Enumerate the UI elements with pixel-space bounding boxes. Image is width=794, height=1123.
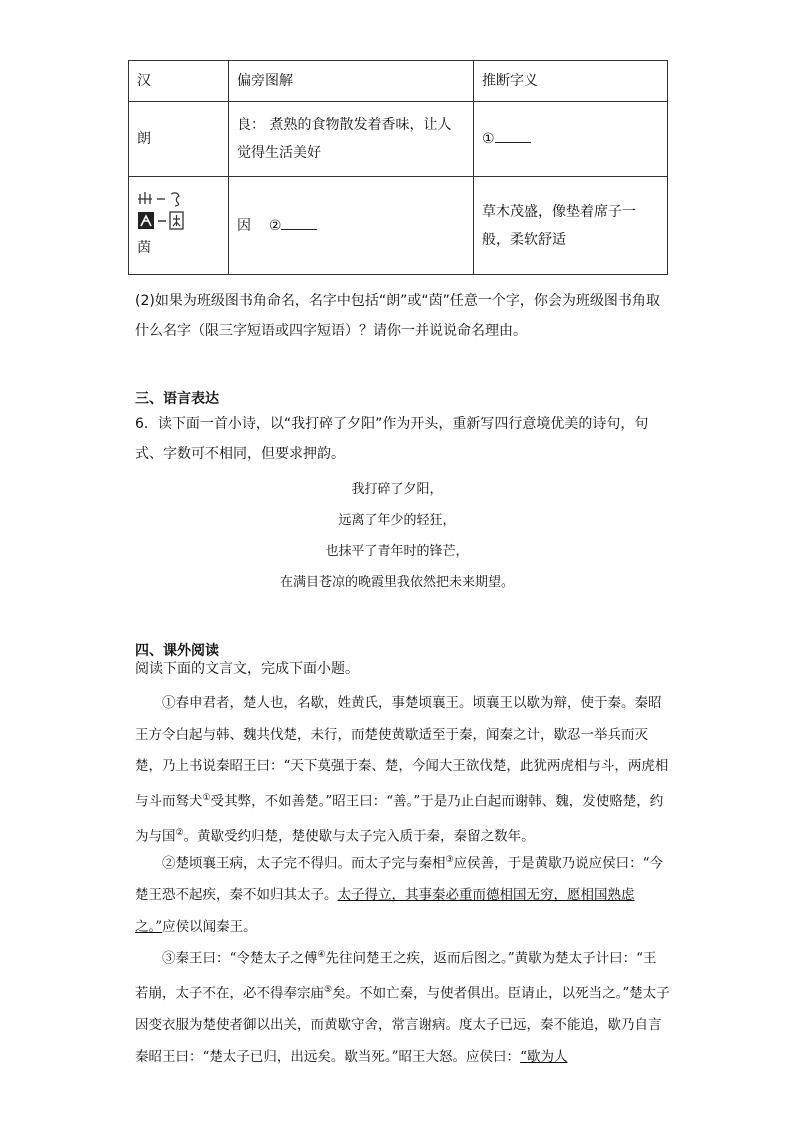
ancient-glyph-grass-icon [137, 190, 220, 208]
footnote-1: ① [202, 792, 211, 803]
explain-prefix: 因 [237, 217, 251, 234]
footnote-3: ③ [445, 855, 454, 865]
p3-text-b: 先往问楚王之疾，返而后图之。”黄歇为楚太子计曰：“王若崩，太子不在，必不得奉宗庙 [135, 950, 657, 1002]
cell-meaning-lang [474, 102, 668, 177]
ancient-glyph-yin-icon [137, 210, 220, 232]
footnote-5: ⑤ [324, 985, 333, 995]
footnote-2: ② [175, 827, 184, 838]
p3-text-a: ③秦王曰：“令楚太子之傅 [162, 950, 318, 967]
section-3-title: 三、语言表达 [135, 391, 219, 407]
p3-text-c: 矣。不如亡秦，与使者俱出。臣请止，以死当之。”楚太子因变衣服为楚使者御以出关，而黄歇守舍，常言谢病。度太子已远，秦不能追，歇乃自言秦昭王曰：“楚太子已归，出远矣。歇当死。”昭王大怒。应侯曰： [135, 985, 670, 1065]
cell-char-yin [129, 177, 229, 275]
p1-text-b: 受其弊，不如善楚。”昭王曰：“善。”于是乃止白起而谢韩、魏，发使赂楚，约为与国 [135, 793, 664, 844]
question-2: (2)如果为班级图书角命名，名字中包括“朗”或“茵”任意一个字，你会为班级图书角取什么名字（限三字短语或四字短语）？请你一并说说命名理由。 [135, 293, 660, 339]
p1-text-c: 。黄歇受约归楚，楚使歇与太子完入质于秦，秦留之数年。 [183, 828, 535, 844]
cell-char-lang: 朗 [129, 102, 229, 177]
poem-line-1: 我打碎了夕阳， [351, 482, 443, 497]
section-4-title: 四、课外阅读 [135, 643, 219, 659]
cell-explain-yin [229, 177, 474, 275]
answer-blank-1[interactable] [495, 128, 531, 143]
classical-paragraph-1 [135, 688, 670, 853]
blank-marker: ① [482, 131, 495, 147]
character-analysis-table [128, 60, 668, 275]
table-row [129, 102, 668, 177]
p1-text-a: ①春申君者，楚人也，名歇，姓黄氏，事楚顷襄王。顷襄王以歇为辩，使于秦。秦昭王方令白起与韩、魏共伐楚，未行，而楚使黄歇适至于秦，闻秦之计，歇忍一举兵而灭楚，乃上书说秦昭王曰：“天下莫强于秦、楚，今闻大王欲伐楚，此犹两虎相与斗，两虎相与斗而驽犬 [135, 695, 669, 809]
p2-underlined: 太子得立，其事秦必重而德相国无穷，愿相国熟虑之。” [135, 887, 635, 935]
table-header-row [129, 61, 668, 102]
cell-meaning-yin: 草木茂盛，像垫着席子一般，柔软舒适 [474, 177, 668, 275]
poem-line-3: 也抹平了青年时的锋芒， [325, 544, 469, 559]
poem-line-4: 在满目苍凉的晚霞里我依然把未来期望。 [279, 575, 514, 590]
footnote-4: ④ [317, 950, 326, 960]
header-meaning: 推断字义 [474, 61, 668, 102]
classical-paragraph-3 [135, 940, 670, 1073]
classical-paragraph-2 [135, 845, 670, 943]
header-radical: 偏旁图解 [229, 61, 474, 102]
reading-intro: 阅读下面的文言文，完成下面小题。 [135, 661, 359, 677]
header-char: 汉 [129, 61, 229, 102]
question-6: 6．读下面一首小诗，以“我打碎了夕阳”作为开头，重新写四行意境优美的诗句，句式、字数可不相同，但要求押韵。 [135, 416, 649, 462]
answer-blank-2[interactable] [281, 215, 317, 230]
p2-text-c: 应侯以闻秦王。 [162, 918, 257, 935]
poem-line-2: 远离了年少的轻狂， [338, 513, 456, 528]
cell-char-yin-label: 茵 [137, 239, 151, 256]
blank-marker: ② [268, 217, 282, 234]
p2-text-b: 应侯善，于是黄歇乃说应侯曰：“今楚王恐不起疾，秦不如归其太子。 [135, 855, 663, 903]
p2-text-a: ②楚顷襄王病，太子完不得归。而太子完与秦相 [162, 855, 446, 872]
p3-underlined: “歇为人 [520, 1048, 568, 1065]
cell-explain-lang: 良： 煮熟的食物散发着香味，让人觉得生活美好 [229, 102, 474, 177]
table-row [129, 177, 668, 275]
